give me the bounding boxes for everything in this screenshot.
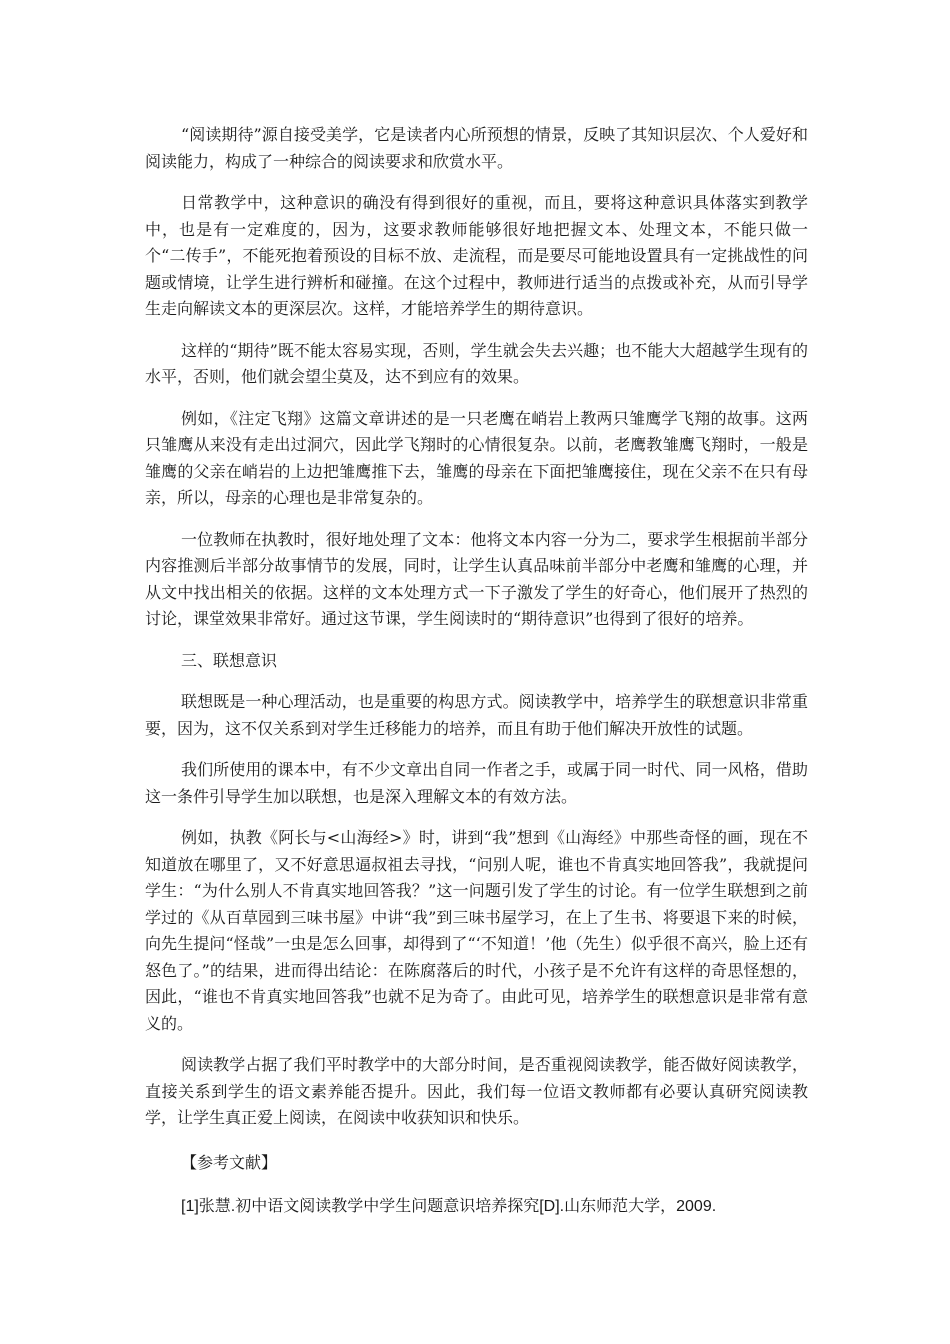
paragraph: 例如，执教《阿长与<山海经>》时，讲到“我”想到《山海经》中那些奇怪的画，现在不知道放在哪里了，又不好意思逼叔祖去寻找，“问别人呢，谁也不肯真实地回答我”，我就提问学生：“为什么别人不肯真实地回答我？”这一问题引发了学生的讨论。有一位学生联想到之前学过的《从百草园到三味书屋》中讲“我”到三味书屋学习，在上了生书、将要退下来的时候，向先生提问“怪哉”一虫是怎么回事，却得到了“‘不知道！’他（先生）似乎很不高兴，脸上还有怒色了。”的结果，进而得出结论：在陈腐落后的时代，小孩子是不允许有这样的奇思怪想的，因此，“谁也不肯真实地回答我”也就不足为奇了。由此可见，培养学生的联想意识是非常有意义的。 bbox=[145, 828, 808, 1033]
section-heading: 三、联想意识 bbox=[181, 650, 278, 670]
paragraph: 联想既是一种心理活动，也是重要的构思方式。阅读教学中，培养学生的联想意识非常重要，因为，这不仅关系到对学生迁移能力的培养，而且有助于他们解决开放性的试题。 bbox=[145, 692, 808, 738]
paragraph: 阅读教学占据了我们平时教学中的大部分时间，是否重视阅读教学，能否做好阅读教学，直接关系到学生的语文素养能否提升。因此，我们每一位语文教师都有必要认真研究阅读教学，让学生真正爱上阅读，在阅读中收获知识和快乐。 bbox=[145, 1055, 808, 1127]
paragraph: 一位教师在执教时，很好地处理了文本：他将文本内容一分为二，要求学生根据前半部分内容推测后半部分故事情节的发展，同时，让学生认真品味前半部分中老鹰和雏鹰的心理，并从文中找出相关的依据。这样的文本处理方式一下子激发了学生的好奇心，他们展开了热烈的讨论，课堂效果非常好。通过这节课，学生阅读时的“期待意识”也得到了很好的培养。 bbox=[145, 529, 808, 628]
paragraph: “阅读期待”源自接受美学，它是读者内心所预想的情景，反映了其知识层次、个人爱好和阅读能力，构成了一种综合的阅读要求和欣赏水平。 bbox=[145, 125, 808, 171]
paragraph: 我们所使用的课本中，有不少文章出自同一作者之手，或属于同一时代、同一风格，借助这一条件引导学生加以联想，也是深入理解文本的有效方法。 bbox=[145, 760, 808, 806]
references-heading: 【参考文献】 bbox=[181, 1152, 278, 1172]
document-page bbox=[145, 122, 808, 1221]
paragraph: 这样的“期待”既不能太容易实现，否则，学生就会失去兴趣；也不能大大超越学生现有的水平，否则，他们就会望尘莫及，达不到应有的效果。 bbox=[145, 340, 808, 386]
paragraph: 例如，《注定飞翔》这篇文章讲述的是一只老鹰在峭岩上教两只雏鹰学飞翔的故事。这两只雏鹰从来没有走出过洞穴，因此学飞翔时的心情很复杂。以前，老鹰教雏鹰飞翔时，一般是雏鹰的父亲在峭岩的上边把雏鹰推下去，雏鹰的母亲在下面把雏鹰接住，现在父亲不在只有母亲，所以，母亲的心理也是非常复杂的。 bbox=[145, 408, 808, 507]
reference-item: [1]张慧.初中语文阅读教学中学生问题意识培养探究[D].山东师范大学，2009. bbox=[181, 1198, 717, 1215]
paragraph: 日常教学中，这种意识的确没有得到很好的重视，而且，要将这种意识具体落实到教学中，也是有一定难度的，因为，这要求教师能够很好地把握文本、处理文本，不能只做一个“二传手”，不能死抱着预设的目标不放、走流程，而是要尽可能地设置具有一定挑战性的问题或情境，让学生进行辨析和碰撞。在这个过程中，教师进行适当的点拨或补充，从而引导学生走向解读文本的更深层次。这样，才能培养学生的期待意识。 bbox=[145, 193, 808, 318]
